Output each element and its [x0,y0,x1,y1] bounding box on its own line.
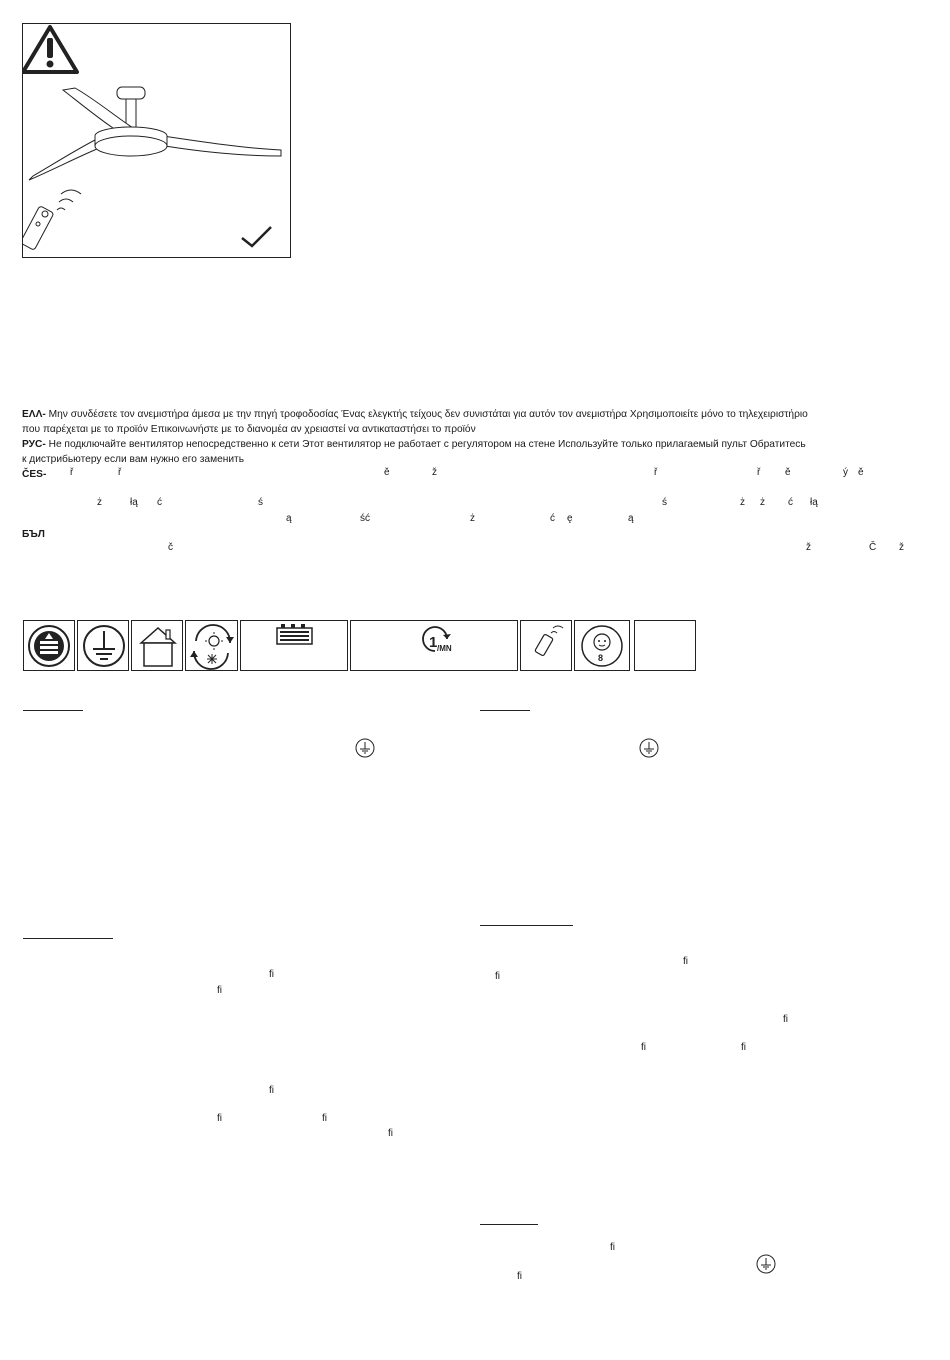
timer-1mn-icon [350,620,518,671]
ceiling-fan-illustration [29,87,281,180]
text-fragment: ś [258,497,263,508]
child-age: 8 [598,653,604,663]
ce-certification-icon [23,620,75,671]
text-fragment: ž [806,542,811,553]
text-fragment: ż [760,497,765,508]
section-divider [480,925,573,926]
earth-ground-icon [639,738,659,758]
text-fragment: ż [470,513,475,524]
ligature-fragment: fi [269,969,274,980]
text-fragment: č [168,542,173,553]
section-divider [23,710,83,711]
text-fragment: ý [843,467,848,478]
text-fragment: ž [432,467,437,478]
paragraph-czech-line1 [22,467,928,482]
summer-winter-mode-icon [185,620,238,671]
text-fragment: łą [810,497,818,508]
lang-code-czech: ČES- [22,469,47,480]
text-fragment: ć [157,497,162,508]
text-fragment: ć [550,513,555,524]
checkmark-icon [242,227,271,246]
section-divider [23,938,113,939]
text-fragment: ą [286,513,292,524]
ligature-fragment: fi [269,1085,274,1096]
text-fragment: ě [785,467,791,478]
earth-ground-icon [77,620,129,671]
remote-control-icon [23,190,81,250]
paragraph-russian-line1 [22,437,928,452]
text-fragment: ř [70,467,74,478]
lang-code-russian: РУС- [22,439,46,450]
dimmer-icon [240,620,348,671]
timer-unit: /MN [437,644,452,653]
text-fragment: ą [628,513,634,524]
text-fragment: ě [858,467,864,478]
text-fragment: ě [384,467,390,478]
section-divider [480,1224,538,1225]
ligature-fragment: fi [783,1014,788,1025]
text-fragment: ž [899,542,904,553]
ligature-fragment: fi [388,1128,393,1139]
text-fragment: Č [869,542,877,553]
text-fragment: łą [130,497,138,508]
text-fragment: ż [740,497,745,508]
text-fragment: ż [97,497,102,508]
text-fragment: ś [662,497,667,508]
lang-code-bulgarian: БЪЛ [22,529,45,540]
paragraph-russian-line2: к дистрибьютеру если вам нужно его заменить [22,454,245,465]
ligature-fragment: fi [741,1042,746,1053]
paragraph-bulgarian-line1 [22,527,928,542]
ligature-fragment: fi [517,1271,522,1282]
lang-code-greek: ΕΛΛ- [22,409,46,420]
ligature-fragment: fi [683,956,688,967]
indoor-house-icon [131,620,183,671]
ligature-fragment: fi [610,1242,615,1253]
ligature-fragment: fi [322,1113,327,1124]
paragraph-greek-line1 [22,407,928,422]
ligature-fragment: fi [217,985,222,996]
section-divider [480,710,530,711]
empty-icon-box [634,620,696,671]
paragraph-text: Не подключайте вентилятор непосредственно к сети Этот вентилятор не работает с регулятором на стене Используйте только прилагаемый пульт Обратитесь [45,439,806,450]
warning-figure-frame [22,23,291,258]
text-fragment: ř [757,467,761,478]
text-fragment: ść [360,513,370,524]
timer-digit: 1 [429,634,438,651]
remote-icon [520,620,572,671]
text-fragment: ć [788,497,793,508]
paragraph-greek-line2: που παρέχεται με το προϊόν Επικοινωνήστε με το διανομέα αν χρειαστεί να αντικαταστήσει το προϊόν [22,424,476,435]
text-fragment: ę [567,513,573,524]
earth-ground-icon [355,738,375,758]
ligature-fragment: fi [217,1113,222,1124]
text-fragment: ř [654,467,658,478]
earth-ground-icon [756,1254,776,1274]
child-safety-icon [574,620,630,671]
ligature-fragment: fi [495,971,500,982]
ligature-fragment: fi [641,1042,646,1053]
paragraph-text: Μην συνδέσετε τον ανεμιστήρα άμεσα με την πηγή τροφοδοσίας Ένας ελεγκτής τείχους δεν συνιστάται για αυτόν τον ανεμιστήρα Χρησιμοποιείτε μόνο το τηλεχειριστήριο [45,409,808,420]
text-fragment: ř [118,467,122,478]
